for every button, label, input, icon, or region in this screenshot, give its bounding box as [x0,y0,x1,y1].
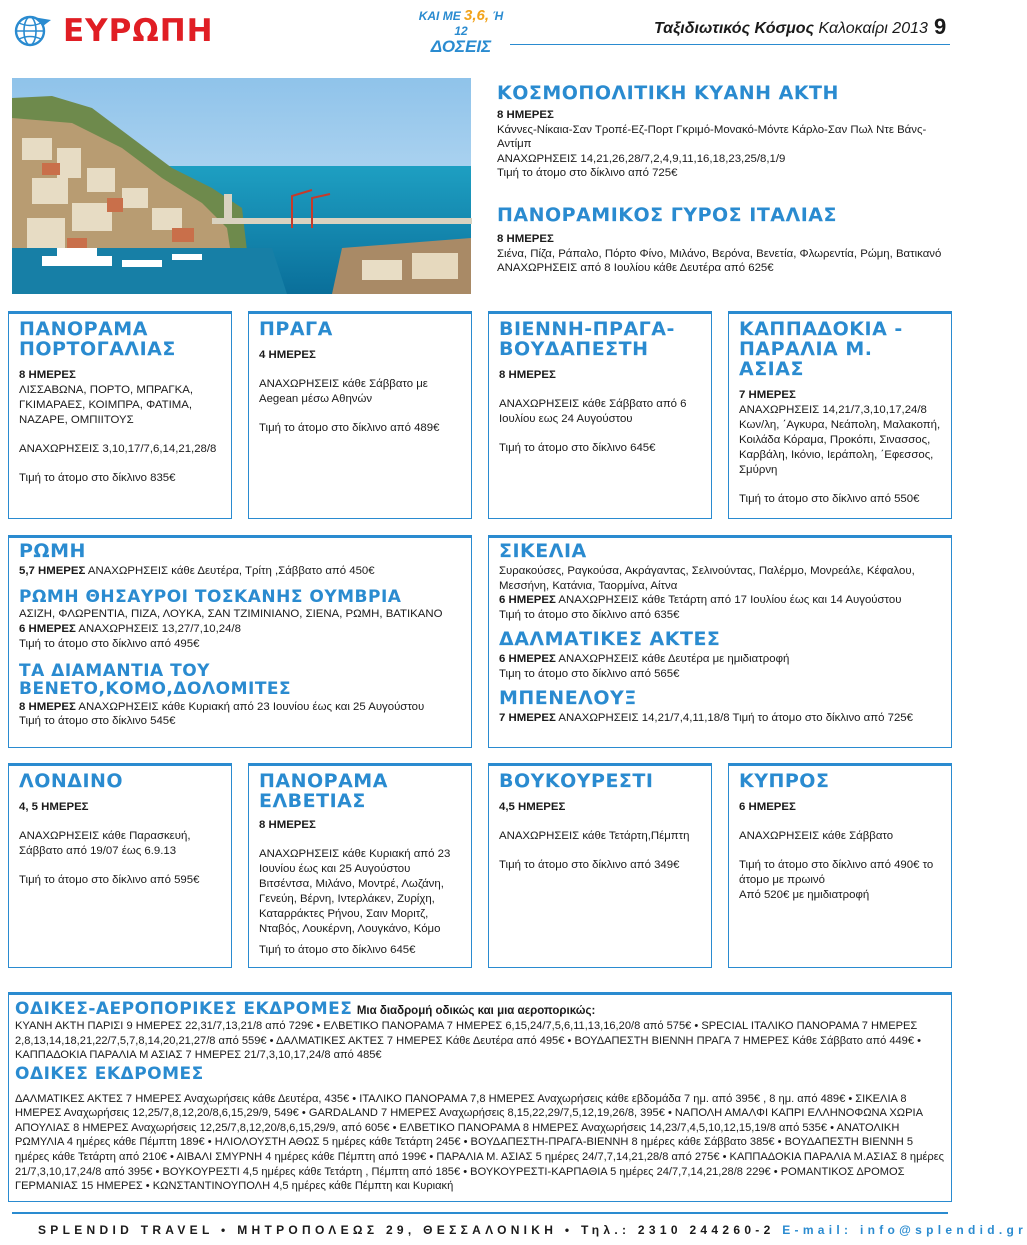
offer-info: ΑΝΑΧΩΡΗΣΕΙΣ κάθε Κυριακή από 23 Ιουνίου έως και 25 Αυγούστου [78,700,425,713]
offer-info: ΑΝΑΧΩΡΗΣΕΙΣ 14,21/7,4,11,18/8 Τιμή το άτομο στο δίκλινο από 725€ [558,712,913,725]
section-title: ΟΔΙΚΕΣ-ΑΕΡΟΠΟΡΙΚΕΣ ΕΚΔΡΟΜΕΣ [15,999,353,1019]
offer-price: Τιμή το άτομο στο δίκλινο από 349€ [499,858,680,871]
offer-days: 7 ΗΜΕΡΕΣ [739,388,796,401]
offer-info: ΑΝΑΧΩΡΗΣΕΙΣ κάθε Δευτέρα, Τρίτη ,Σάββατο από 450€ [87,564,375,577]
offer-extra: Από 520€ με ημιδιατροφή [739,888,870,901]
offer-box-portugal [8,311,232,519]
offer-info: ΑΝΑΧΩΡΗΣΕΙΣ κάθε Κυριακή από 23 Ιουνίου έως και 25 Αυγούστου Βιτσέντσα, Μιλάνο, Μοντρέ, Λωζάνη, Γενεύη, Βέρνη, Ιντερλάκεν, Ζυρίχη, Καταρράκτες Ρήνου, Σαιν Μοριτζ, Νταβός, Λουκέρνη, Λουγκάνο, Κόμο [259,847,451,935]
globe-icon [13,14,53,48]
offer-days: 6 ΗΜΕΡΕΣ [739,800,796,813]
offer-box-vienna-prague-budapest [488,311,712,519]
harbour-illustration [12,78,471,294]
offer-title: ΠΑΝΟΡΑΜΑ ΕΛΒΕΤΙΑΣ [259,770,388,812]
route: Σιένα, Πίζα, Ράπαλο, Πόρτο Φίνο, Μιλάνο, Βερόνα, Βενετία, Φλωρεντία, Ρώμη, Βατικανό [497,247,942,260]
section-title: ΠΑΝΟΡΑΜΙΚΟΣ ΓΥΡΟΣ ΙΤΑΛΙΑΣ [497,204,837,226]
offer-title: ΣΙΚΕΛΙΑ [499,540,587,562]
offer-days: 4 ΗΜΕΡΕΣ [259,348,316,361]
offer-price: Τιμή το άτομο στο δίκλινο 545€ [19,715,176,728]
route: Κάννες-Νίκαια-Σαν Τροπέ-Εζ-Πορτ Γκριμό-Μονακό-Μόντε Κάρλο-Σαν Πωλ Ντε Βάνς-Αντίμπ [497,123,927,151]
offer-title: ΒΟΥΚΟΥΡΕΣΤΙ [499,770,654,792]
offer-info: ΑΝΑΧΩΡΗΣΕΙΣ κάθε Τετάρτη από 17 Ιουλίου έως και 14 Αυγούστου [558,594,902,607]
excursion-list: ΚΥΑΝΗ ΑΚΤΗ ΠΑΡΙΣΙ 9 ΗΜΕΡΕΣ 22,31/7,13,21/8 από 729€ • ΕΛΒΕΤΙΚΟ ΠΑΝΟΡΑΜΑ 7 ΗΜΕΡΕΣ 6,15,24/7,5,6,11,13,16,20/8 από 575€ • SPECIAL ΙΤΑΛΙΚΟ ΠΑΝΟΡΑΜΑ 7 ΗΜΕΡΕΣ 2,8,13,14,18,21,22/7,5,7,8,14,20,21,27/8 από 559€ • ΔΑΛΜΑΤΙΚΕΣ ΑΚΤΕΣ 7 ΗΜΕΡΕΣ Κάθε Δευτέρα από 495€ • ΒΟΥΔΑΠΕΣΤΗ ΒΙΕΝΝΗ ΠΡΑΓΑ 7 ΗΜΕΡΕΣ Κάθε Σάββατο από 449€ • ΚΑΠΠΑΔΟΚΙΑ ΠΑΡΑΛΙΑ Μ ΑΣΙΑΣ 7 ΗΜΕΡΕΣ 21/7,3,10,17,24/8 από 485€ [15,1020,921,1062]
offer-days: 8 ΗΜΕΡΕΣ [259,818,316,831]
offer-price: Τιμή το άτομο στο δίκλινο από 490€ το άτομο με πρωινό [739,858,934,886]
offer-days: 8 ΗΜΕΡΕΣ [499,368,556,381]
offer-price: Τιμη το άτομο στο δίκλινο από 565€ [499,667,680,680]
offer-title: ΔΑΛΜΑΤΙΚΕΣ ΑΚΤΕΣ [499,628,721,651]
offer-price: Τιμή το άτομο στο δίκλινο από 550€ [739,492,920,505]
offer-info: ΛΙΣΣΑΒΩΝΑ, ΠΟΡΤΟ, ΜΠΡΑΓΚΑ, ΓΚΙΜΑΡΑΕΣ, ΚΟΙΜΠΡΑ, ΦΑΤΙΜΑ, ΝΑΖΑΡΕ, ΟΜΠΙΙΤΟΥΣ [19,383,194,426]
offer-box-bucharest [488,763,712,968]
road-air-excursions-box [8,992,952,1202]
offer-days: 6 ΗΜΕΡΕΣ [499,594,556,607]
offer-price: Τιμή το άτομο στο δίκλινο από 489€ [259,421,440,434]
harbour-photo [12,78,471,294]
offer-price: Τιμή το άτομο στο δίκλινο από 635€ [499,608,680,621]
page-number: 9 [934,14,947,39]
offer-box-prague [248,311,472,519]
offer-title: ΠΑΝΟΡΑΜΑ ΠΟΡΤΟΓΑΛΙΑΣ [19,318,176,360]
offer-info: ΑΝΑΧΩΡΗΣΕΙΣ κάθε Σάββατο [739,829,894,842]
offer-info: ΑΝΑΧΩΡΗΣΕΙΣ 13,27/7,10,24/8 [78,622,241,635]
cote-dazur-section [497,84,947,181]
magazine-season: Καλοκαίρι 2013 [818,20,928,37]
magazine-name: Ταξιδιωτικός Κόσμος [654,20,815,37]
offer-box-cyprus [728,763,952,968]
section-subtitle: Μια διαδρομή οδικώς και μια αεροπορικώς: [356,1005,596,1017]
days: 8 ΗΜΕΡΕΣ [497,232,554,245]
installments-badge [416,7,506,56]
offer-route: ΑΣΙΖΗ, ΦΛΩΡΕΝΤΙΑ, ΠΙΖΑ, ΛΟΥΚΑ, ΣΑΝ ΤΖΙΜΙΝΙΑΝΟ, ΣΙΕΝΑ, ΡΩΜΗ, ΒΑΤΙΚΑΝΟ [19,608,443,621]
offer-title: ΛΟΝΔΙΝΟ [19,770,124,792]
departures: ΑΝΑΧΩΡΗΣΕΙΣ από 8 Ιουλίου κάθε Δευτέρα από 625€ [497,262,774,275]
offer-days: 6 ΗΜΕΡΕΣ [499,653,556,666]
offer-price: Τιμή το άτομο στο δίκλινο από 495€ [19,637,200,650]
badge-suffix: Ή 12 [454,9,504,38]
brand-wordmark: ΕΥΡΩΠΗ [63,13,214,49]
offer-days: 4,5 ΗΜΕΡΕΣ [499,800,566,813]
offer-price: Τιμή το άτομο στο δίκλινο 835€ [19,471,176,484]
offer-title: ΤΑ ΔΙΑΜΑΝΤΙΑ ΤΟΥ ΒΕΝΕΤΟ,ΚΟΜΟ,ΔΟΛΟΜΙΤΕΣ [19,661,292,699]
badge-prefix: ΚΑΙ ΜΕ [418,9,461,23]
offer-title: ΡΩΜΗ ΘΗΣΑΥΡΟΙ ΤΟΣΚΑΝΗΣ ΟΥΜΒΡΙΑ [19,586,402,607]
italy-offers-box [8,535,472,748]
offer-days: 6 ΗΜΕΡΕΣ [19,622,76,635]
offer-days: 8 ΗΜΕΡΕΣ [19,368,76,381]
offer-price: Τιμή το άτομο στο δίκλινο από 595€ [19,873,200,886]
offer-title: ΒΙΕΝΝΗ-ΠΡΑΓΑ-ΒΟΥΔΑΠΕΣΤΗ [499,318,675,360]
offer-title: ΚΑΠΠΑΔΟΚΙΑ - ΠΑΡΑΛΙΑ Μ. ΑΣΙΑΣ [739,318,903,380]
header-rule [510,44,950,45]
offer-days: 8 ΗΜΕΡΕΣ [19,700,76,713]
offer-departures: ΑΝΑΧΩΡΗΣΕΙΣ 3,10,17/7,6,14,21,28/8 [19,442,217,455]
offer-route: Συρακούσες, Ραγκούσα, Ακράγαντας, Σελινούντας, Παλέρμο, Μονρεάλε, Κέφαλου, Μεσσήνη, Κατάνια, Ταορμίνα, Αίτνα [499,564,915,592]
south-offers-box [488,535,952,748]
offer-title: ΜΠΕΝΕΛΟΥΞ [499,687,637,710]
offer-box-london [8,763,232,968]
footer: SPLENDID TRAVEL • ΜΗΤΡΟΠΟΛΕΩΣ 29, ΘΕΣΣΑΛΟΝΙΚΗ • Τηλ.: 2310 244260-2 E-mail: info@splendid.gr [38,1223,1027,1237]
offer-title: ΠΡΑΓΑ [259,318,333,340]
badge-numbers: 3,6, [464,7,490,24]
footer-phone: Τηλ.: 2310 244260-2 [581,1223,775,1237]
days: 8 ΗΜΕΡΕΣ [497,108,554,121]
brand-logo [13,13,214,49]
panorama-italy-section [497,206,947,276]
offer-info: ΑΝΑΧΩΡΗΣΕΙΣ κάθε Παρασκευή, Σάββατο από 19/07 έως 6.9.13 [19,829,191,857]
offer-info: ΑΝΑΧΩΡΗΣΕΙΣ κάθε Δευτέρα με ημιδιατροφή [558,653,790,666]
offer-box-cappadocia [728,311,952,519]
offer-info: ΑΝΑΧΩΡΗΣΕΙΣ κάθε Σάββατο με Aegean μέσω Αθηνών [259,377,428,405]
footer-company: SPLENDID TRAVEL [38,1223,214,1237]
magazine-title [654,20,928,38]
offer-price: Τιμή το άτομο στο δίκλινο 645€ [259,943,416,956]
footer-address: ΜΗΤΡΟΠΟΛΕΩΣ 29, ΘΕΣΣΑΛΟΝΙΚΗ [237,1223,558,1237]
price: Τιμή το άτομο στο δίκλινο από 725€ [497,167,678,180]
offer-days: 4, 5 ΗΜΕΡΕΣ [19,800,89,813]
footer-rule [12,1212,948,1214]
offer-box-switzerland [248,763,472,968]
offer-days: 5,7 ΗΜΕΡΕΣ [19,564,86,577]
offer-info: ΑΝΑΧΩΡΗΣΕΙΣ κάθε Τετάρτη,Πέμπτη [499,829,690,842]
offer-days: 7 ΗΜΕΡΕΣ [499,712,556,725]
section-title: ΟΔΙΚΕΣ ΕΚΔΡΟΜΕΣ [15,1063,204,1084]
badge-line2: ΔΟΣΕΙΣ [430,37,492,56]
departures: ΑΝΑΧΩΡΗΣΕΙΣ 14,21,26,28/7,2,4,9,11,16,18,23,25/8,1/9 [497,152,786,165]
offer-title: ΚΥΠΡΟΣ [739,770,830,792]
offer-price: Τιμή το άτομο στο δίκλινο 645€ [499,441,656,454]
offer-info: ΑΝΑΧΩΡΗΣΕΙΣ κάθε Σάββατο από 6 Ιουλίου εως 24 Αυγούστου [499,397,687,425]
offer-title: ΡΩΜΗ [19,540,86,562]
footer-email[interactable]: E-mail: info@splendid.gr [782,1223,1027,1237]
excursion-list: ΔΑΛΜΑΤΙΚΕΣ ΑΚΤΕΣ 7 ΗΜΕΡΕΣ Αναχωρήσεις κάθε Δευτέρα, 435€ • ΙΤΑΛΙΚΟ ΠΑΝΟΡΑΜΑ 7,8 ΗΜΕΡΕΣ Αναχωρήσεις κάθε εβδομάδα 7 ημ. από 395€ , 8 ημ. από 489€ • ΣΙΚΕΛΙΑ 8 ΗΜΕΡΕΣ Αναχωρήσεις 12,25/7,8,12,20/8,6,15,29/9, 549€ • GARDALAND 7 ΗΜΕΡΕΣ Αναχωρήσεις 8,15,22,29/7,5,12,19,26/8, 395€ • ΝΑΠΟΛΗ ΑΜΑΛΦΙ ΚΑΠΡΙ ΕΛΛΗΝΟΦΩΝΑ ΧΩΡΙΑ ΑΠΟΥΛΙΑΣ 8 ΗΜΕΡΕΣ Αναχωρήσεις 12,25/7,8,12,20/8,6,15,29/9, από 605€ • ΕΛΒΕΤΙΚΟ ΠΑΝΟΡΑΜΑ 8 ΗΜΕΡΕΣ Αναχωρήσεις 14,23/7,4,5,10,12,15,19/8 από 535€ • ΑΝΑΤΟΛΙΚΗ ΡΩΜΥΛΙΑ 4 ημέρες κάθε Πέμπτη 189€ • ΗΛΙΟΛΟΥΣΤΗ ΑΘΩΣ 5 ημέρες κάθε Τετάρτη 245€ • ΒΟΥΔΑΠΕΣΤΗ-ΠΡΑΓΑ-ΒΙΕΝΝΗ 8 ημέρες κάθε Σάββατο 385€ • ΒΟΥΔΑΠΕΣΤΗ ΒΙΕΝΝΗ 5 ημέρες κάθε Τετάρτη από 210€ • ΑΙΒΑΛΙ ΣΜΥΡΝΗ 4 ημέρες κάθε Πέμπτη από 199€ • ΠΑΡΑΛΙΑ Μ. ΑΣΙΑΣ 5 ημέρες 24/7,7,14,21,28/8 από 275€ • ΚΑΠΠΑΔΟΚΙΑ ΠΑΡΑΛΙΑ Μ.ΑΣΙΑΣ 8 ημέρες 21/7,3,10,17,24/8 από 395€ • ΒΟΥΚΟΥΡΕΣΤΙ 4,5 ημέρες κάθε Τετάρτη , Πέμπτη από 185€ • ΒΟΥΚΟΥΡΕΣΤΙ-ΚΑΡΠΑΘΙΑ 5 ημέρες 24/7,7,14,21,28/8 229€ • ΡΟΜΑΝΤΙΚΟΣ ΔΡΟΜΟΣ ΓΕΡΜΑΝΙΑΣ 15 ΗΜΕΡΕΣ • ΚΩΝΣΤΑΝΤΙΝΟΥΠΟΛΗ 4,5 ημέρες κάθε Πέμπτη και Κυριακή [15,1092,945,1193]
offer-info: ΑΝΑΧΩΡΗΣΕΙΣ 14,21/7,3,10,17,24/8 Κων/λη, ΄Αγκυρα, Νεάπολη, Μαλακοπή, Κοιλάδα Κόραμα, Προκόπι, Σινασσος, Καρβάλη, Ικόνιο, Ιεράπολη, ΄Εφεσσος, Σμύρνη [739,403,941,476]
section-title: ΚΟΣΜΟΠΟΛΙΤΙΚΗ ΚΥΑΝΗ ΑΚΤΗ [497,82,839,104]
